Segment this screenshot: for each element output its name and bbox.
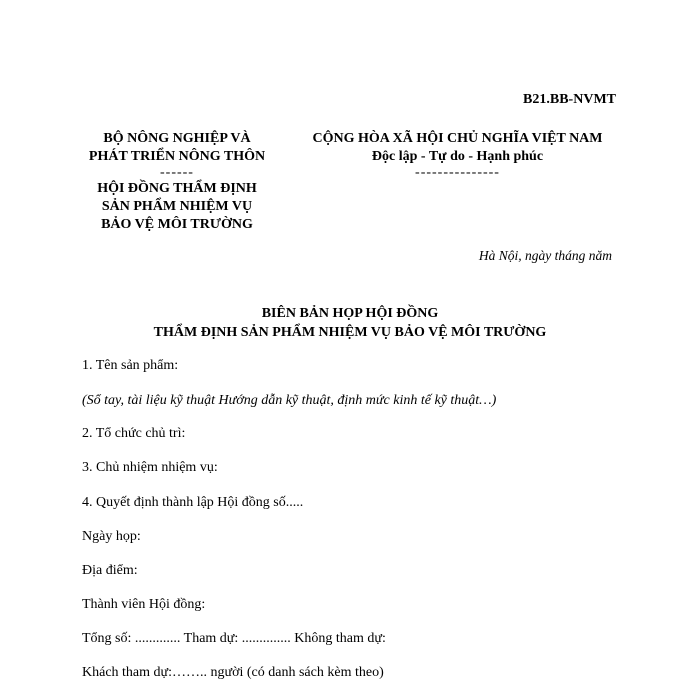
ministry-line-2: PHÁT TRIỂN NÔNG THÔN xyxy=(88,149,266,164)
totals-line: Tổng số: ............. Tham dự: .............. Không tham dự: xyxy=(82,631,386,646)
left-separator: ------ xyxy=(160,165,194,180)
title-line-1: BIÊN BẢN HỌP HỘI ĐỒNG xyxy=(261,306,439,321)
product-name-line: 1. Tên sản phẩm: xyxy=(82,358,179,373)
members-line: Thành viên Hội đồng: xyxy=(82,597,206,612)
left-header xyxy=(62,130,292,234)
council-line-2: SẢN PHẨM NHIỆM VỤ xyxy=(101,199,253,214)
right-separator: --------------- xyxy=(415,165,500,180)
date-line: Hà Nội, ngày tháng năm xyxy=(478,248,612,263)
decision-line: 4. Quyết định thành lập Hội đồng số..... xyxy=(82,495,304,510)
national-motto: Độc lập - Tự do - Hạnh phúc xyxy=(371,149,544,164)
meeting-date-line: Ngày họp: xyxy=(82,529,141,544)
guests-line: Khách tham dự:…….. người (có danh sách kèm theo) xyxy=(82,665,384,680)
right-header xyxy=(285,130,630,180)
document-title xyxy=(0,304,700,342)
location-line: Địa điểm: xyxy=(82,563,138,578)
ministry-line-1: BỘ NÔNG NGHIỆP VÀ xyxy=(103,131,251,146)
title-line-2: THẨM ĐỊNH SẢN PHẨM NHIỆM VỤ BẢO VỆ MÔI TRƯỜNG xyxy=(153,325,547,340)
country-name: CỘNG HÒA XÃ HỘI CHỦ NGHĨA VIỆT NAM xyxy=(312,131,603,146)
host-org-line: 2. Tổ chức chủ trì: xyxy=(82,426,186,441)
product-hint-line: (Sổ tay, tài liệu kỹ thuật Hướng dẫn kỹ thuật, định mức kinh tế kỹ thuật…) xyxy=(82,393,497,408)
council-line-1: HỘI ĐỒNG THẨM ĐỊNH xyxy=(97,181,257,196)
task-lead-line: 3. Chủ nhiệm nhiệm vụ: xyxy=(82,460,218,475)
council-line-3: BẢO VỆ MÔI TRƯỜNG xyxy=(101,217,253,232)
form-code: B21.BB-NVMT xyxy=(523,92,616,107)
